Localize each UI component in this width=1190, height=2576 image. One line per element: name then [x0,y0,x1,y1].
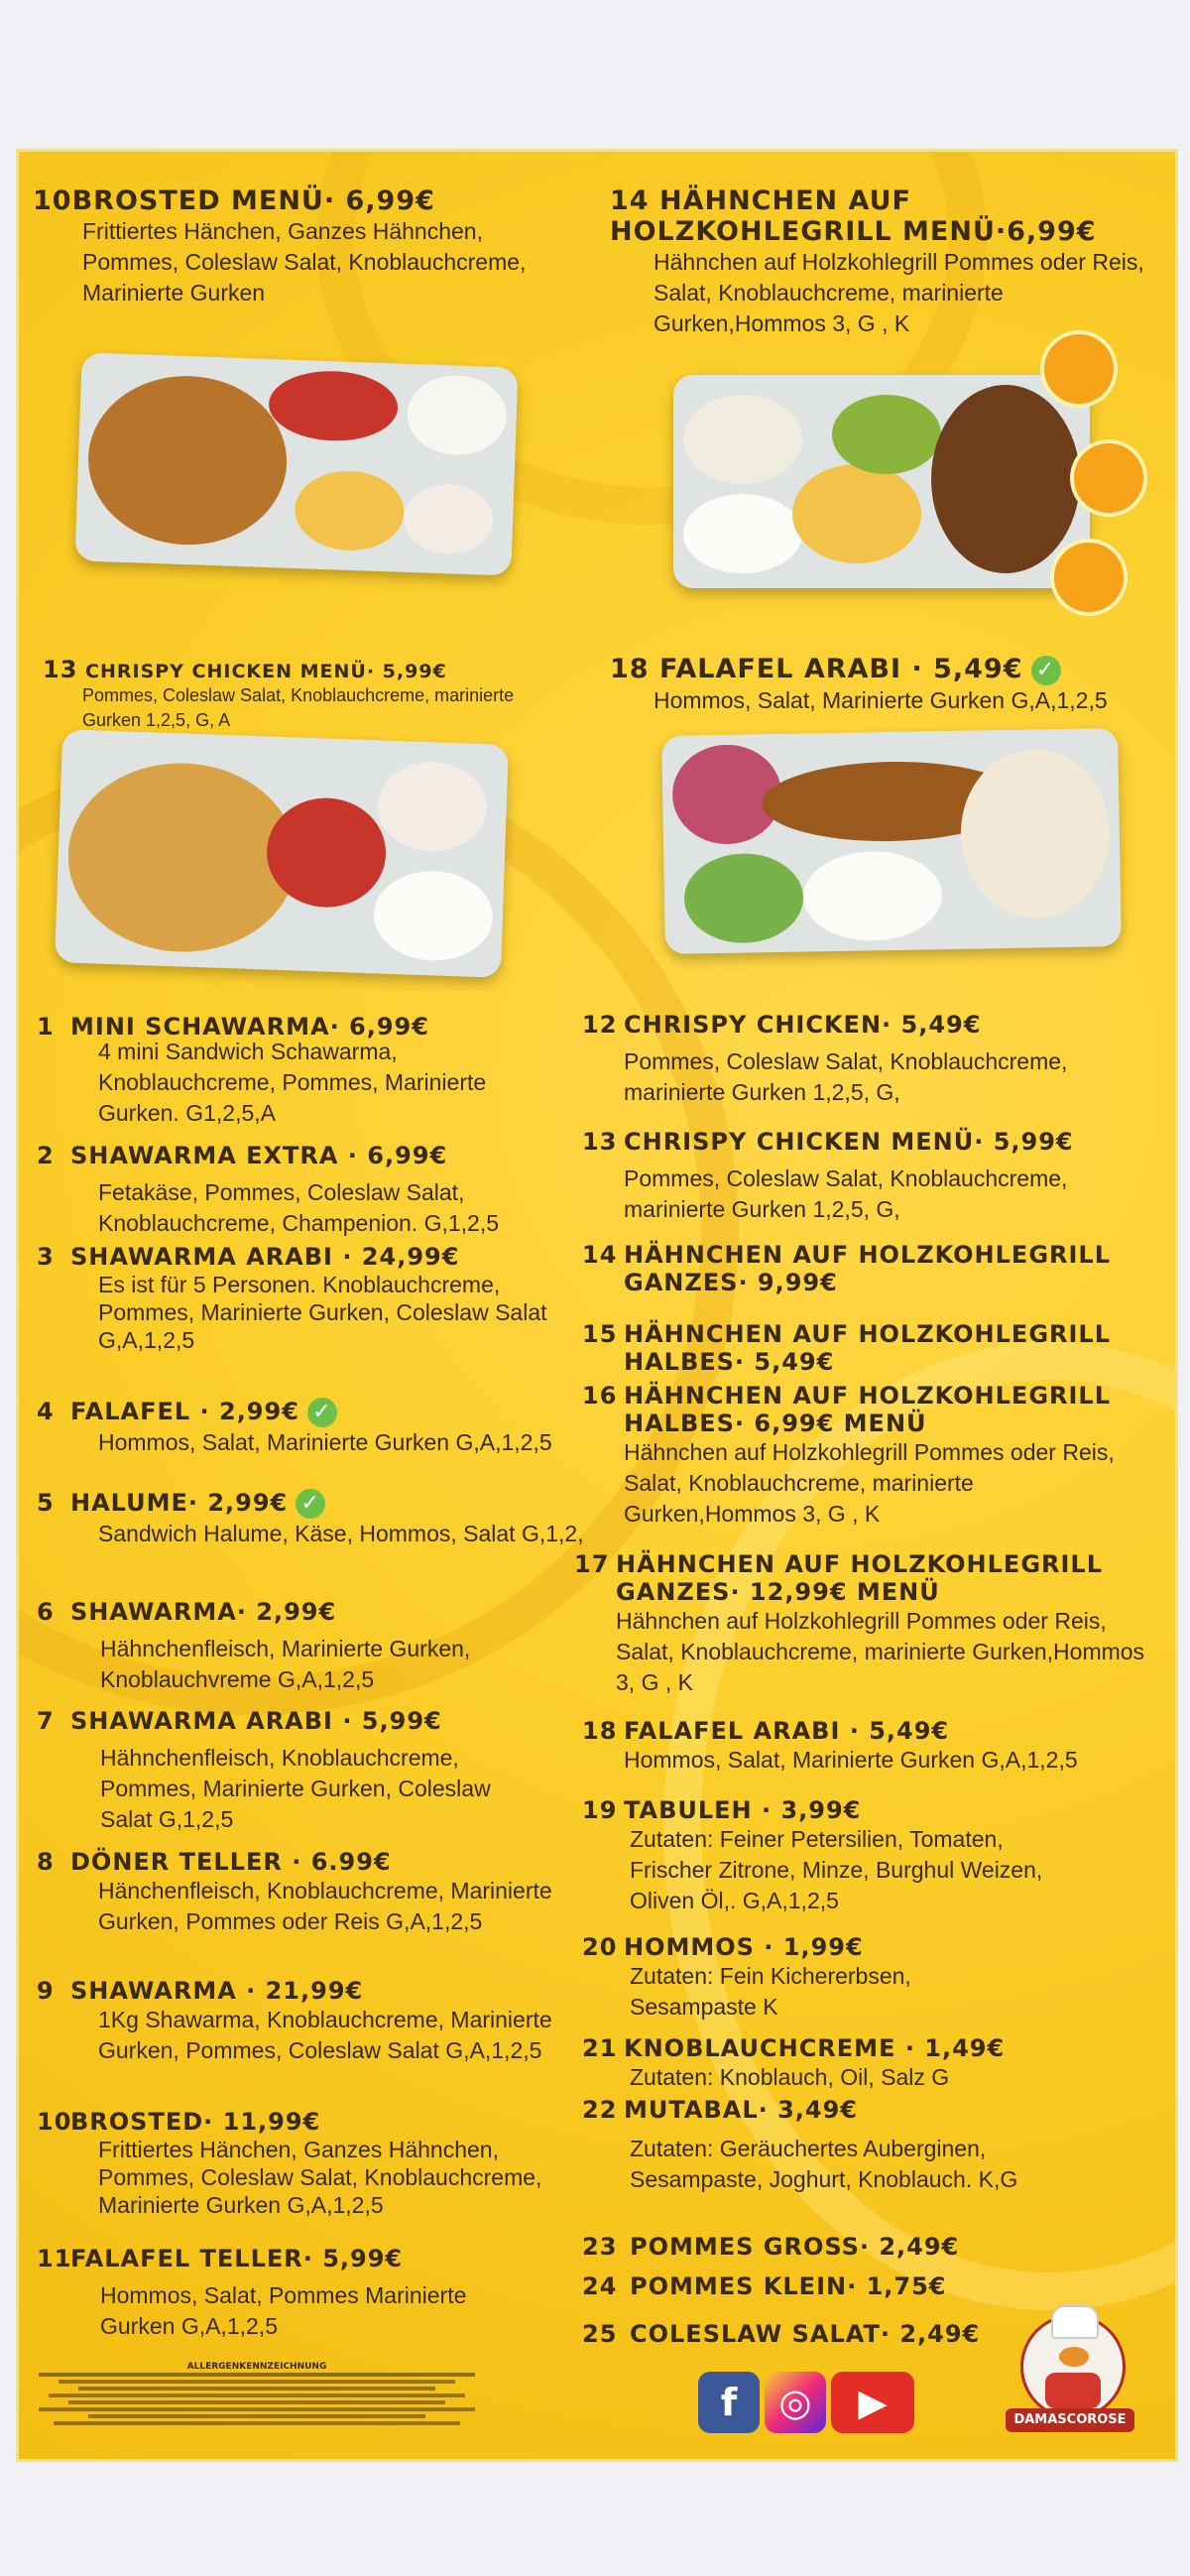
menu-item [37,1013,592,1129]
item-title: 25 COLESLAW SALAT· 2,49€ [582,2320,981,2348]
item-title: 6 SHAWARMA· 2,99€ [37,1598,337,1626]
menu-item [610,185,1165,339]
vegetarian-check-icon: ✓ [307,1398,337,1427]
item-title: 24 POMMES KLEIN· 1,75€ [582,2272,947,2300]
item-title: 1 MINI SCHAWARMA· 6,99€ [37,1013,429,1041]
item-description: Hähnchen auf Holzkohlegrill Pommes oder Reis, Salat, Knoblauchcreme, marinierte Gurken,Hommos 3, G , K [616,1608,1145,1695]
menu-item [582,1796,1167,1916]
item-title: 4 FALAFEL · 2,99€ ✓ [37,1398,592,1427]
grill-chicken-photo [673,375,1090,588]
menu-item [582,1011,1167,1108]
item-title: 15 HÄHNCHEN AUF HOLZKOHLEGRILL HALBES· 5,49€ [582,1320,1112,1376]
menu-item [582,1128,1167,1225]
item-title: 12 CHRISPY CHICKEN· 5,49€ [582,1011,982,1039]
item-description: Hähnchenfleisch, Marinierte Gurken, Knoblauchvreme G,A,1,2,5 [100,1636,471,1692]
menu-item [582,1717,1167,1776]
menu-item [37,1142,592,1239]
item-description: Hähnchen auf Holzkohlegrill Pommes oder Reis, Salat, Knoblauchcreme, marinierte Gurken,Hommos 3, G , K [624,1439,1115,1527]
logo-text: DAMASCOROSE [1006,2408,1134,2432]
item-title: 17 HÄHNCHEN AUF HOLZKOHLEGRILL GANZES· 12,99€ MENÜ [574,1550,1104,1606]
item-description: Hähnchenfleisch, Knoblauchcreme, Pommes, Marinierte Gurken, Coleslaw Salat G,1,2,5 [100,1745,491,1832]
item-description: Zutaten: Knoblauch, Oil, Salz G [630,2064,950,2090]
menu-item [582,2034,1167,2093]
menu-item [582,2096,1167,2195]
item-title: 8 DÖNER TELLER · 6.99€ [37,1848,392,1876]
item-description: Frittiertes Hänchen, Ganzes Hähnchen, Pommes, Coleslaw Salat, Knoblauchcreme, Marinierte Gurken G,A,1,2,5 [98,2137,542,2218]
item-title: 5 HALUME· 2,99€ ✓ [37,1489,592,1519]
menu-item [574,1550,1169,1698]
item-description: Hähnchen auf Holzkohlegrill Pommes oder Reis, Salat, Knoblauchcreme, marinierte Gurken,Hommos 3, G , K [654,249,1144,336]
menu-item [610,654,1165,716]
item-description: Frittiertes Hänchen, Ganzes Hähnchen, Pommes, Coleslaw Salat, Knoblauchcreme, Marinierte Gurken [82,218,527,306]
item-title: 14 HÄHNCHEN AUF HOLZKOHLEGRILL MENÜ·6,99€ [610,185,1097,247]
item-description: Hänchenfleisch, Knoblauchcreme, Marinierte Gurken, Pommes oder Reis G,A,1,2,5 [98,1878,552,1934]
item-description: 1Kg Shawarma, Knoblauchcreme, Marinierte Gurken, Pommes, Coleslaw Salat G,A,1,2,5 [98,2007,552,2063]
menu-item [582,2272,1167,2300]
brosted-menu-photo [74,352,518,575]
item-title: 10BROSTED MENÜ· 6,99€ [33,185,435,216]
menu-board [16,149,1178,2462]
item-description: Zutaten: Fein Kichererbsen, Sesampaste K [630,1963,911,2020]
item-title: 7 SHAWARMA ARABI · 5,99€ [37,1707,442,1735]
menu-item [582,1241,1167,1296]
item-title: 19 TABULEH · 3,99€ [582,1796,862,1824]
item-description: Pommes, Coleslaw Salat, Knoblauchcreme, marinierte Gurken 1,2,5, G, A [82,685,515,730]
item-title: 18 FALAFEL ARABI · 5,49€ ✓ [610,654,1165,685]
menu-item [37,2245,592,2342]
item-title: 2 SHAWARMA EXTRA · 6,99€ [37,1142,448,1169]
item-description: Fetakäse, Pommes, Coleslaw Salat, Knoblauchcreme, Champenion. G,1,2,5 [98,1179,500,1236]
menu-item [582,1320,1167,1376]
menu-item [33,185,568,308]
item-description: Zutaten: Geräuchertes Auberginen, Sesampaste, Joghurt, Knoblauch. K,G [630,2136,1018,2192]
orange-slice [1040,330,1118,408]
item-description: Pommes, Coleslaw Salat, Knoblauchcreme, marinierte Gurken 1,2,5, G, [624,1165,1068,1222]
item-title: 18 FALAFEL ARABI · 5,49€ [582,1717,950,1745]
item-title: 3 SHAWARMA ARABI · 24,99€ [37,1243,460,1271]
damascorose-logo [1001,2314,1139,2443]
falafel-arabi-photo [661,728,1122,954]
item-description: Pommes, Coleslaw Salat, Knoblauchcreme, marinierte Gurken 1,2,5, G, [624,1048,1068,1105]
menu-item [37,2108,592,2219]
item-description: Hommos, Salat, Pommes Marinierte Gurken G,A,1,2,5 [100,2282,467,2339]
item-title: 13 CHRISPY CHICKEN MENÜ· 5,99€ [582,1128,1074,1156]
instagram-icon[interactable]: ◎ [765,2372,826,2433]
item-title: 11FALAFEL TELLER· 5,99€ [37,2245,404,2272]
item-title: 16 HÄHNCHEN AUF HOLZKOHLEGRILL HALBES· 6,99€ MENÜ [582,1382,1112,1437]
item-title: 23 POMMES GROSS· 2,49€ [582,2233,960,2261]
chef-rooster-icon [1020,2314,1126,2419]
menu-item [37,1398,592,1458]
item-title: 10BROSTED· 11,99€ [37,2108,321,2136]
orange-slice [1070,439,1147,517]
item-title: 21 KNOBLAUCHCREME · 1,49€ [582,2034,1006,2062]
item-title: 13 CHRISPY CHICKEN MENÜ· 5,99€ [43,656,447,683]
item-description: Hommos, Salat, Marinierte Gurken G,A,1,2,5 [654,686,1108,713]
vegetarian-check-icon: ✓ [296,1489,325,1519]
menu-item [37,1977,592,2066]
item-title: 20 HOMMOS · 1,99€ [582,1933,864,1961]
item-description: Hommos, Salat, Marinierte Gurken G,A,1,2,5 [624,1747,1078,1773]
allergen-title: ALLERGENKENNZEICHNUNG [186,2362,327,2372]
orange-slice [1050,539,1128,616]
item-title: 22 MUTABAL· 3,49€ [582,2096,858,2124]
facebook-icon[interactable]: f [698,2372,760,2433]
menu-item [582,2233,1167,2261]
item-description: Sandwich Halume, Käse, Hommos, Salat G,1,2, [98,1521,584,1546]
menu-item [43,656,578,733]
item-title: 14 HÄHNCHEN AUF HOLZKOHLEGRILL GANZES· 9,99€ [582,1241,1112,1296]
item-description: Hommos, Salat, Marinierte Gurken G,A,1,2,5 [98,1429,552,1455]
menu-item [582,1933,1167,2023]
youtube-icon[interactable]: ▶ [831,2372,914,2433]
menu-item [37,1848,592,1937]
item-description: 4 mini Sandwich Schawarma, Knoblauchcreme, Pommes, Marinierte Gurken. G1,2,5,A [98,1039,487,1126]
menu-item [582,1382,1167,1530]
crispy-chicken-photo [55,729,509,978]
vegetarian-check-icon: ✓ [1031,656,1061,685]
item-description: Zutaten: Feiner Petersilien, Tomaten, Frischer Zitrone, Minze, Burghul Weizen, Oliven Öl,. G,A,1,2,5 [630,1826,1043,1913]
menu-item [37,1489,592,1549]
menu-item [37,1598,592,1695]
menu-item [37,1243,592,1354]
menu-item [37,1707,592,1835]
item-description: Es ist für 5 Personen. Knoblauchcreme, Pommes, Marinierte Gurken, Coleslaw Salat G,A,1,2,5 [98,1272,547,1353]
item-title: 9 SHAWARMA · 21,99€ [37,1977,364,2005]
item-number: 10 [33,185,72,216]
allergen-notice [39,2364,475,2428]
